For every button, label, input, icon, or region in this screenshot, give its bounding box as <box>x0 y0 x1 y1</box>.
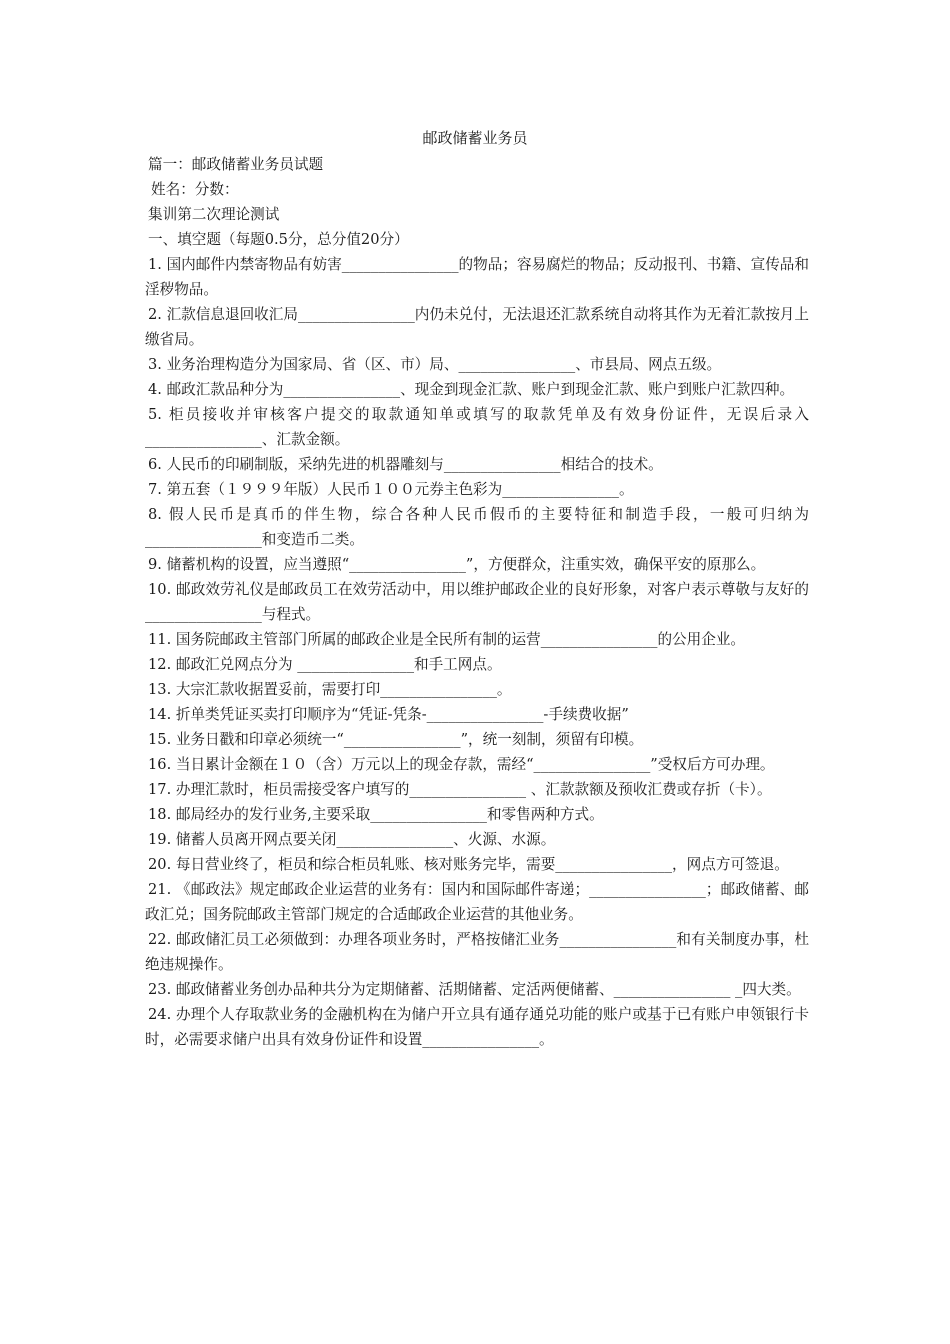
question-text: 14. 折单类凭证买卖打印顺序为“凭证-凭条-________________-手续费收据” <box>148 706 629 723</box>
question-item <box>145 402 809 452</box>
question-item <box>145 377 809 402</box>
question-text: 18. 邮局经办的发行业务,主要采取________________和零售两种方式。 <box>148 806 604 823</box>
question-item <box>145 452 809 477</box>
document-title: 邮政储蓄业务员 <box>422 129 528 147</box>
document-body <box>145 152 809 1052</box>
name-score-line: 姓名：分数： <box>151 181 239 198</box>
question-item <box>145 627 809 652</box>
question-text: 4. 邮政汇款品种分为________________、现金到现金汇款、账户到现金汇款、账户到账户汇款四种。 <box>148 381 795 398</box>
question-text: 2. 汇款信息退回收汇局________________内仍未兑付，无法退还汇款系统自动将其作为无着汇款按月上缴省局。 <box>145 306 809 348</box>
question-text: 7. 第五套（１９９９年版）人民币１００元券主色彩为________________。 <box>148 481 634 498</box>
question-text: 10. 邮政效劳礼仪是邮政员工在效劳活动中，用以维护邮政企业的良好形象，对客户表示尊敬与友好的________________与程式。 <box>145 581 809 623</box>
question-text: 6. 人民币的印刷制版，采纳先进的机器雕刻与________________相结合的技术。 <box>148 456 663 473</box>
question-item <box>145 302 809 352</box>
question-text: 20. 每日营业终了，柜员和综合柜员轧账、核对账务完毕，需要________________，网点方可签退。 <box>148 856 789 873</box>
question-text: 24. 办理个人存取款业务的金融机构在为储户开立具有通存通兑功能的账户或基于已有账户申领银行卡时，必需要求储户出具有效身份证件和设置________________。 <box>145 1006 809 1048</box>
question-text: 5. 柜员接收并审核客户提交的取款通知单或填写的取款凭单及有效身份证件，无误后录入________________、汇款金额。 <box>145 406 809 448</box>
question-text: 9. 储蓄机构的设置，应当遵照“________________”，方便群众，注重实效，确保平安的原那么。 <box>148 556 766 573</box>
question-text: 11. 国务院邮政主管部门所属的邮政企业是全民所有制的运营________________的公用企业。 <box>148 631 746 648</box>
question-item <box>145 702 809 727</box>
question-item <box>145 477 809 502</box>
question-item <box>145 877 809 927</box>
question-item <box>145 777 809 802</box>
question-section-heading: 一、填空题（每题0.5分，总分值20分） <box>148 231 409 248</box>
question-text: 19. 储蓄人员离开网点要关闭________________、火源、水源。 <box>148 831 556 848</box>
question-item <box>145 352 809 377</box>
test-title: 集训第二次理论测试 <box>148 206 280 223</box>
question-item <box>145 977 809 1002</box>
question-item <box>145 552 809 577</box>
question-text: 15. 业务日戳和印章必须统一“________________”，统一刻制，须留有印模。 <box>148 731 644 748</box>
question-text: 22. 邮政储汇员工必须做到：办理各项业务时，严格按储汇业务________________和有关制度办事，杜绝违规操作。 <box>145 931 809 973</box>
question-item <box>145 827 809 852</box>
question-text: 12. 邮政汇兑网点分为 ________________和手工网点。 <box>148 656 502 673</box>
section-heading: 篇一：邮政储蓄业务员试题 <box>148 156 324 173</box>
question-item <box>145 577 809 627</box>
question-text: 23. 邮政储蓄业务创办品种共分为定期储蓄、活期储蓄、定活两便储蓄、________________ _四大类。 <box>148 981 801 998</box>
question-item <box>145 677 809 702</box>
question-text: 1. 国内邮件内禁寄物品有妨害________________的物品；容易腐烂的物品；反动报刊、书籍、宣传品和淫秽物品。 <box>145 256 809 298</box>
question-text: 3. 业务治理构造分为国家局、省（区、市）局、________________、市县局、网点五级。 <box>148 356 722 373</box>
question-item <box>145 727 809 752</box>
question-text: 13. 大宗汇款收据置妥前，需要打印________________。 <box>148 681 512 698</box>
question-text: 17. 办理汇款时，柜员需接受客户填写的________________ 、汇款款额及预收汇费或存折（卡）。 <box>148 781 772 798</box>
question-text: 21. 《邮政法》规定邮政企业运营的业务有：国内和国际邮件寄递；________________；邮政储蓄、邮政汇兑；国务院邮政主管部门规定的合适邮政企业运营的其他业务。 <box>145 881 809 923</box>
question-text: 8. 假人民币是真币的伴生物，综合各种人民币假币的主要特征和制造手段，一般可归纳为________________和变造币二类。 <box>145 506 809 548</box>
question-item <box>145 927 809 977</box>
question-item <box>145 252 809 302</box>
question-item <box>145 852 809 877</box>
question-item <box>145 502 809 552</box>
question-item <box>145 652 809 677</box>
question-text: 16. 当日累计金额在１０（含）万元以上的现金存款，需经“________________”受权后方可办理。 <box>148 756 775 773</box>
question-item <box>145 752 809 777</box>
question-item <box>145 802 809 827</box>
question-item <box>145 1002 809 1052</box>
